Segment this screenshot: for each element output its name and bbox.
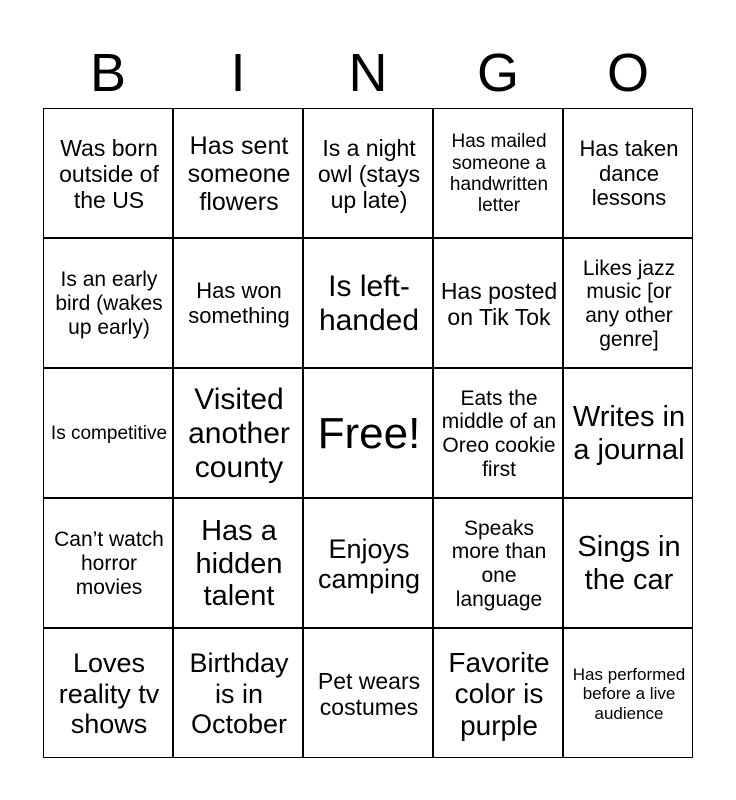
cell-text: Has won something xyxy=(188,278,290,328)
bingo-cell-r4-c3[interactable] xyxy=(304,499,434,629)
bingo-cell-r5-c4[interactable] xyxy=(434,629,564,759)
bingo-cell-r1-c2[interactable] xyxy=(174,109,304,239)
header-letter-g: G xyxy=(476,43,519,103)
cell-text: Can’t watch horror movies xyxy=(54,528,164,599)
bingo-cell-r3-c1[interactable] xyxy=(44,369,174,499)
cell-text: Has taken dance lessons xyxy=(579,135,679,211)
cell-text: Is left-handed xyxy=(318,270,420,337)
bingo-cell-r4-c5[interactable] xyxy=(564,499,694,629)
bingo-cell-r3-c5[interactable] xyxy=(564,369,694,499)
cell-text: Visited another county xyxy=(188,383,290,484)
bingo-cell-r1-c3[interactable] xyxy=(304,109,434,239)
cell-text: Is an early bird (wakes up early) xyxy=(55,268,163,339)
bingo-cell-r2-c3[interactable] xyxy=(304,239,434,369)
cell-text: Is competitive xyxy=(50,423,168,445)
bingo-cell-r2-c5[interactable] xyxy=(564,239,694,369)
bingo-cell-r1-c1[interactable] xyxy=(44,109,174,239)
bingo-header xyxy=(43,40,693,106)
cell-text: Birthday is in October xyxy=(189,648,289,740)
cell-text: Eats the middle of an Oreo cookie first xyxy=(441,386,557,481)
cell-text: Sings in the car xyxy=(577,531,681,596)
cell-text: Has a hidden talent xyxy=(195,514,283,613)
bingo-cell-r5-c3[interactable] xyxy=(304,629,434,759)
cell-text: Has performed before a live audience xyxy=(572,665,686,723)
bingo-cell-r4-c1[interactable] xyxy=(44,499,174,629)
cell-text: Free! xyxy=(317,409,421,459)
bingo-cell-r4-c4[interactable] xyxy=(434,499,564,629)
bingo-cell-r2-c2[interactable] xyxy=(174,239,304,369)
bingo-cell-r1-c4[interactable] xyxy=(434,109,564,239)
bingo-cell-r2-c1[interactable] xyxy=(44,239,174,369)
bingo-cell-r2-c4[interactable] xyxy=(434,239,564,369)
cell-text: Has posted on Tik Tok xyxy=(440,278,558,330)
header-letter-b: B xyxy=(89,43,127,103)
cell-text: Was born outside of the US xyxy=(59,135,159,213)
cell-text: Writes in a journal xyxy=(572,401,686,466)
bingo-cell-r4-c2[interactable] xyxy=(174,499,304,629)
cell-text: Has sent someone flowers xyxy=(187,131,291,217)
free-space[interactable] xyxy=(304,369,434,499)
bingo-cell-r3-c4[interactable] xyxy=(434,369,564,499)
cell-text: Likes jazz music [or any other genre] xyxy=(582,256,676,351)
header-letter-i: I xyxy=(230,43,246,103)
cell-text: Pet wears costumes xyxy=(317,668,421,720)
cell-text: Is a night owl (stays up late) xyxy=(317,135,421,213)
bingo-cell-r5-c5[interactable] xyxy=(564,629,694,759)
bingo-cell-r1-c5[interactable] xyxy=(564,109,694,239)
bingo-cell-r3-c2[interactable] xyxy=(174,369,304,499)
bingo-card-grid xyxy=(43,108,693,758)
cell-text: Enjoys camping xyxy=(317,533,421,594)
cell-text: Has mailed someone a handwritten letter xyxy=(449,131,549,217)
cell-text: Favorite color is purple xyxy=(448,646,550,741)
bingo-cell-r5-c2[interactable] xyxy=(174,629,304,759)
header-letter-n: N xyxy=(348,43,388,103)
cell-text: Loves reality tv shows xyxy=(58,648,160,740)
header-letter-o: O xyxy=(606,43,649,103)
bingo-cell-r5-c1[interactable] xyxy=(44,629,174,759)
cell-text: Speaks more than one language xyxy=(451,516,547,611)
